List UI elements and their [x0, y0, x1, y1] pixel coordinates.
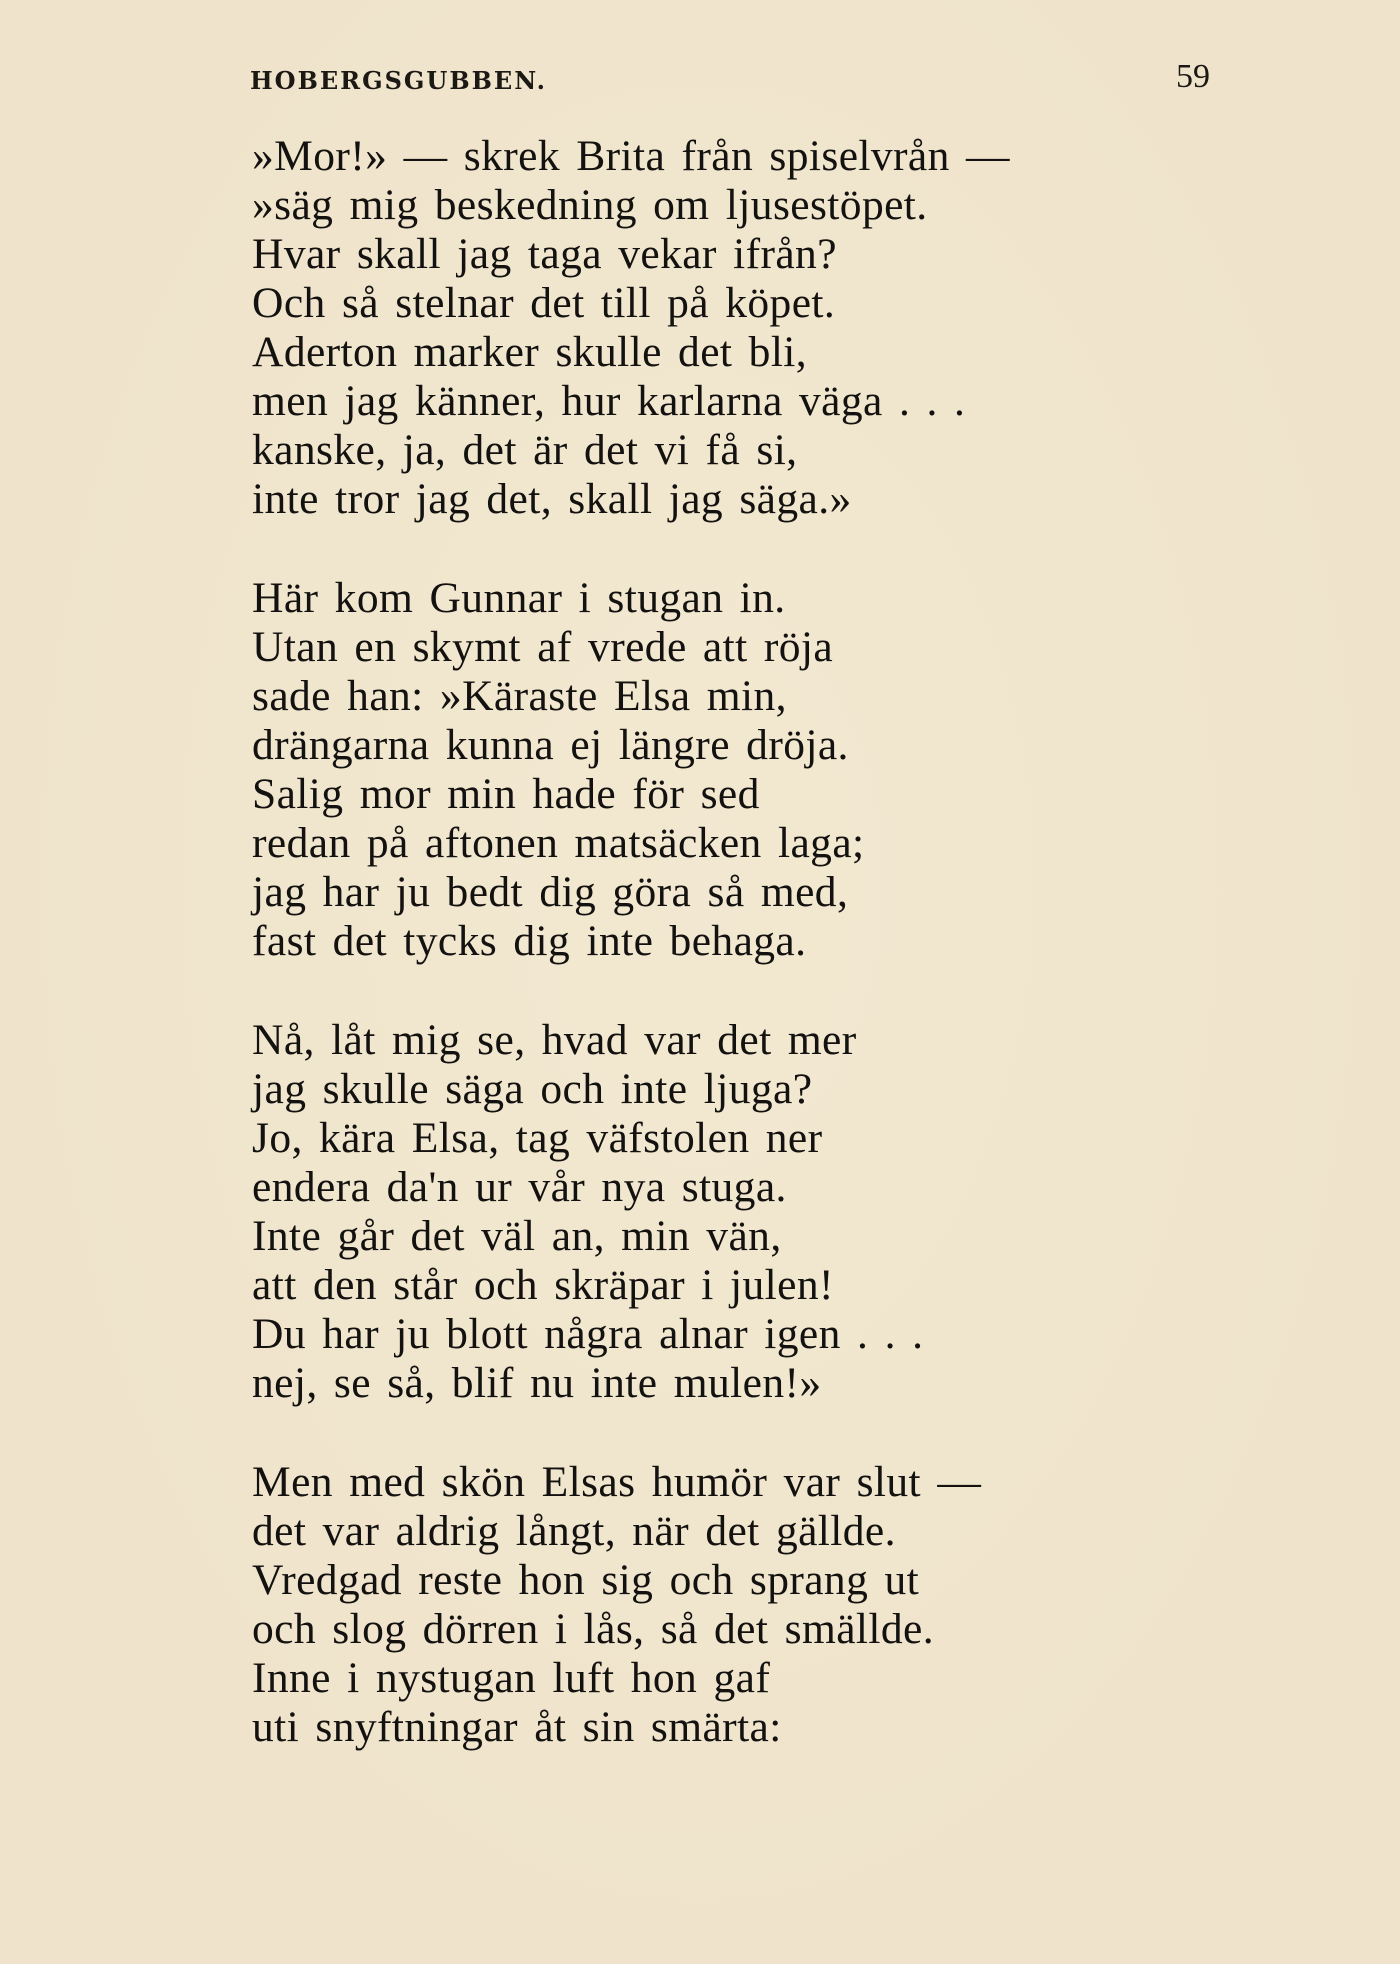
- running-title: HOBERGSGUBBEN.: [250, 66, 547, 95]
- verse-line: jag skulle säga och inte ljuga?: [252, 1065, 813, 1113]
- verse-line: Inte går det väl an, min vän,: [252, 1212, 782, 1260]
- verse-line: kanske, ja, det är det vi få si,: [252, 426, 798, 474]
- verse-line: »säg mig beskedning om ljusestöpet.: [252, 181, 928, 229]
- verse-line: det var aldrig långt, när det gällde.: [252, 1507, 896, 1555]
- verse-line: Aderton marker skulle det bli,: [252, 328, 808, 376]
- verse-line: Utan en skymt af vrede att röja: [252, 623, 834, 671]
- page-number: 59: [1176, 58, 1210, 95]
- verse-line: Här kom Gunnar i stugan in.: [252, 574, 786, 622]
- stanza: [252, 1016, 1112, 1408]
- stanza: [252, 574, 1112, 966]
- verse-line: uti snyftningar åt sin smärta:: [252, 1703, 782, 1751]
- verse-line: Och så stelnar det till på köpet.: [252, 279, 836, 327]
- verse-line: jag har ju bedt dig göra så med,: [252, 868, 849, 916]
- verse-line: endera da'n ur vår nya stuga.: [252, 1163, 787, 1211]
- verse-line: Nå, låt mig se, hvad var det mer: [252, 1016, 857, 1064]
- verse-line: Du har ju blott några alnar igen . . .: [252, 1310, 924, 1358]
- verse-line: Men med skön Elsas humör var slut —: [252, 1458, 982, 1506]
- verse-line: fast det tycks dig inte behaga.: [252, 917, 807, 965]
- verse-line: drängarna kunna ej längre dröja.: [252, 721, 849, 769]
- running-head: [250, 56, 1210, 104]
- stanza: [252, 132, 1112, 524]
- poem-body: [252, 132, 1112, 1752]
- verse-line: Jo, kära Elsa, tag väfstolen ner: [252, 1114, 823, 1162]
- stanza: [252, 1458, 1112, 1752]
- verse-line: och slog dörren i lås, så det smällde.: [252, 1605, 935, 1653]
- verse-line: inte tror jag det, skall jag säga.»: [252, 475, 852, 523]
- verse-line: redan på aftonen matsäcken laga;: [252, 819, 865, 867]
- verse-line: Salig mor min hade för sed: [252, 770, 760, 818]
- verse-line: nej, se så, blif nu inte mulen!»: [252, 1359, 822, 1407]
- verse-line: att den står och skräpar i julen!: [252, 1261, 834, 1309]
- verse-line: Inne i nystugan luft hon gaf: [252, 1654, 771, 1702]
- verse-line: men jag känner, hur karlarna väga . . .: [252, 377, 966, 425]
- verse-line: Vredgad reste hon sig och sprang ut: [252, 1556, 920, 1604]
- verse-line: »Mor!» — skrek Brita från spiselvrån —: [252, 132, 1010, 180]
- verse-line: sade han: »Käraste Elsa min,: [252, 672, 787, 720]
- verse-line: Hvar skall jag taga vekar ifrån?: [252, 230, 837, 278]
